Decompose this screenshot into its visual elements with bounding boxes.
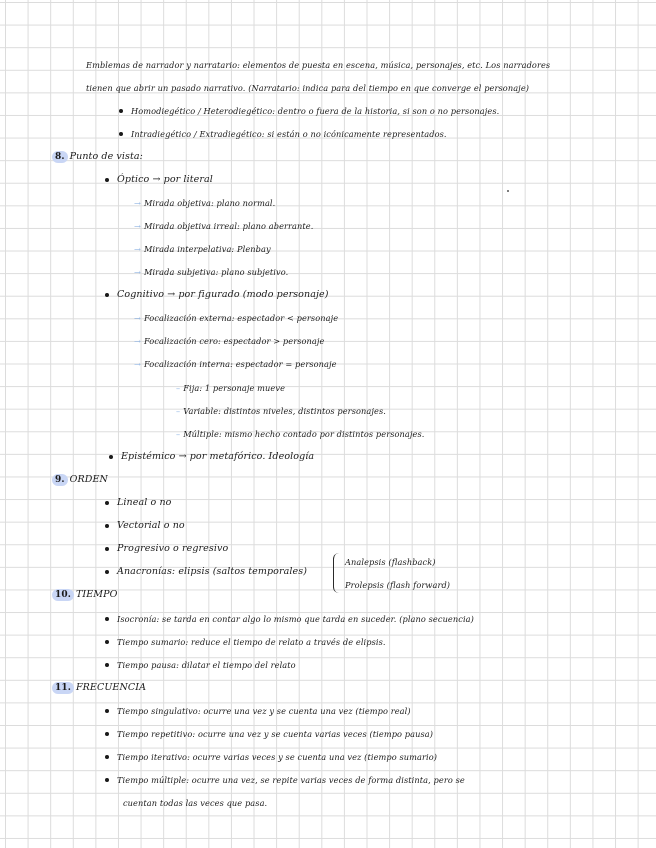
sub-item: → Mirada subjetiva: plano subjetivo.	[134, 267, 289, 277]
section-title: FRECUENCIA	[75, 682, 147, 693]
dash-icon: –	[176, 383, 181, 393]
sub-item: → Focalización externa: espectador < personaje	[134, 313, 339, 323]
section-title: Punto de vista:	[69, 151, 143, 162]
section-title: TIEMPO	[75, 589, 118, 600]
arrow-right-icon: →	[134, 221, 141, 231]
arrow-right-icon: →	[134, 244, 141, 254]
sub-item: → Mirada objetiva: plano normal.	[134, 198, 276, 208]
arrow-right-icon: →	[134, 359, 141, 369]
sub-sub-item: – Fija: 1 personaje mueve	[176, 383, 286, 393]
section-title: ORDEN	[69, 474, 108, 485]
sub-item: → Focalización interna: espectador = personaje	[134, 359, 337, 369]
bullet-item: Intradiegético / Extradiegético: si están o no icónicamente representados.	[131, 129, 447, 139]
bullet-item: Tiempo sumario: reduce el tiempo de relato a través de elipsis.	[117, 637, 386, 647]
bullet-item: Cognitivo → por figurado (modo personaje)	[117, 289, 329, 300]
bullet-item: Tiempo pausa: dilatar el tiempo del relato	[117, 660, 296, 670]
section-heading-8	[52, 151, 143, 163]
bullet-continuation: cuentan todas las veces que pasa.	[123, 798, 268, 808]
sub-item: → Focalización cero: espectador > personaje	[134, 336, 325, 346]
section-number: 11.	[52, 682, 74, 694]
bullet-item: Tiempo iterativo: ocurre varias veces y se cuenta una vez (tiempo sumario)	[117, 752, 438, 762]
bullet-item: Anacronías: elipsis (saltos temporales)	[117, 566, 308, 577]
ink-dot	[507, 190, 509, 192]
note-line: tienen que abrir un pasado narrativo. (Narratario: indica para del tiempo en que converge el personaje)	[86, 83, 530, 93]
bullet-item: Epistémico → por metafórico. Ideología	[121, 451, 315, 462]
arrow-right-icon: →	[134, 336, 141, 346]
arrow-right-icon: →	[134, 313, 141, 323]
brace-branch: Prolepsis (flash forward)	[345, 580, 451, 590]
section-heading-10	[52, 589, 118, 601]
sub-item: → Mirada objetiva irreal: plano aberrante.	[134, 221, 314, 231]
sub-item: → Mirada interpelativa: Plenbay	[134, 244, 271, 254]
section-number: 9.	[52, 474, 68, 486]
bullet-item: Tiempo repetitivo: ocurre una vez y se cuenta varias veces (tiempo pausa)	[117, 729, 434, 739]
bullet-item: Óptico → por literal	[117, 174, 213, 185]
section-heading-11	[52, 682, 146, 694]
arrow-right-icon: →	[134, 267, 141, 277]
bullet-item: Tiempo singulativo: ocurre una vez y se cuenta una vez (tiempo real)	[117, 706, 411, 716]
bullet-item: Tiempo múltiple: ocurre una vez, se repite varias veces de forma distinta, pero se	[117, 775, 465, 785]
brace-branch: Analepsis (flashback)	[345, 557, 436, 567]
bullet-item: Lineal o no	[117, 497, 172, 508]
section-number: 8.	[52, 151, 68, 163]
bullet-item: Progresivo o regresivo	[117, 543, 229, 554]
note-line: Emblemas de narrador y narratario: elementos de puesta en escena, música, personajes, etc. Los narradores	[86, 60, 551, 70]
dash-icon: –	[176, 429, 181, 439]
bullet-item: Vectorial o no	[117, 520, 185, 531]
sub-sub-item: – Múltiple: mismo hecho contado por distintos personajes.	[176, 429, 425, 439]
arrow-right-icon: →	[134, 198, 141, 208]
section-number: 10.	[52, 589, 74, 601]
bullet-item: Isocronía: se tarda en contar algo lo mismo que tarda en suceder. (plano secuencia)	[117, 614, 474, 624]
dash-icon: –	[176, 406, 181, 416]
sub-sub-item: – Variable: distintos niveles, distintos personajes.	[176, 406, 386, 416]
section-heading-9	[52, 474, 108, 486]
curly-brace	[333, 553, 342, 593]
bullet-item: Homodiegético / Heterodiegético: dentro o fuera de la historia, si son o no personajes.	[131, 106, 500, 116]
